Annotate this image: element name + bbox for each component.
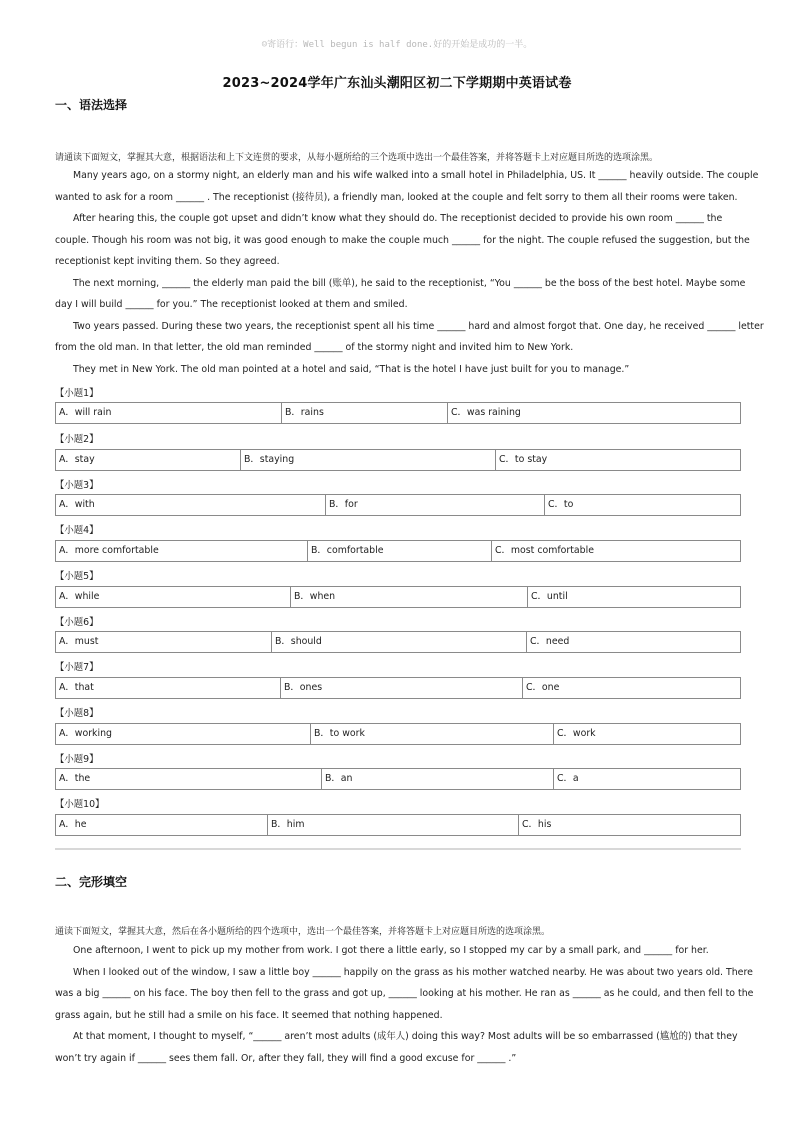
option-a[interactable]: A．he xyxy=(59,819,87,830)
question-label-3: 【小题3】 xyxy=(55,480,99,491)
option-a[interactable]: A．more comfortable xyxy=(59,545,159,556)
option-c[interactable]: C．until xyxy=(527,587,740,607)
option-row-8 xyxy=(55,723,741,745)
section-instruction: 通读下面短文，掌握其大意，然后在各小题所给的四个选项中，选出一个最佳答案，并将答题卡上对应题目所选的选项涂黑。 xyxy=(55,927,551,937)
passage-line: They met in New York. The old man pointed at a hotel and said, “That is the hotel I have just built for you to manage.” xyxy=(73,363,630,375)
option-c[interactable]: C．most comfortable xyxy=(491,541,740,561)
option-c[interactable]: C．one xyxy=(522,678,740,698)
passage-line: When I looked out of the window, I saw a little boy ______ happily on the grass as his mother watched nearby. He was about two years old. There xyxy=(73,966,753,978)
option-c[interactable]: C．need xyxy=(526,632,740,652)
option-c[interactable]: C．was raining xyxy=(447,403,740,423)
option-a[interactable]: A．the xyxy=(59,773,91,784)
option-b[interactable]: B．rains xyxy=(281,403,447,423)
section-divider xyxy=(55,848,741,850)
question-label-7: 【小题7】 xyxy=(55,662,99,673)
option-c[interactable]: C．to stay xyxy=(495,450,740,470)
option-row-4 xyxy=(55,540,741,562)
passage-cloze xyxy=(55,940,754,1069)
option-row-6 xyxy=(55,631,741,653)
option-b[interactable]: B．comfortable xyxy=(307,541,491,561)
option-b[interactable]: B．ones xyxy=(280,678,522,698)
passage-line: After hearing this, the couple got upset and didn’t know what they should do. The receptionist decided to provide his own room ______ the xyxy=(73,213,723,224)
option-b[interactable]: B．to work xyxy=(310,724,553,744)
option-a[interactable]: A．stay xyxy=(59,454,95,465)
option-a[interactable]: A．that xyxy=(59,682,94,693)
passage-line: wanted to ask for a room ______ . The receptionist (接待员), a friendly man, looked at the couple and felt sorry to them all their rooms were taken. xyxy=(55,191,738,203)
passage-line: was a big ______ on his face. The boy then fell to the grass and got up, ______ looking at his mother. He ran as ______ as he could, and then fell to the xyxy=(55,988,754,999)
option-row-5 xyxy=(55,586,741,608)
passage-line: At that moment, I thought to myself, “______ aren’t most adults (成年人) doing this way? Most adults will be so embarrassed (尴尬的) that they xyxy=(73,1031,738,1042)
passage-line: Many years ago, on a stormy night, an elderly man and his wife walked into a small hotel in Philadelphia, US. It ______ heavily outside. The couple xyxy=(73,170,759,181)
option-b[interactable]: B．when xyxy=(290,587,527,607)
section-instruction: 请通读下面短文，掌握其大意，根据语法和上下文连贯的要求，从每小题所给的三个选项中选出一个最佳答案，并将答题卡上对应题目所选的选项涂黑。 xyxy=(55,153,659,163)
option-row-3 xyxy=(55,494,741,516)
option-a[interactable]: A．while xyxy=(59,591,100,602)
option-row-7 xyxy=(55,677,741,699)
passage-line: Two years passed. During these two years, the receptionist spent all his time ______ hard and almost forgot that. One day, he received ______ letter xyxy=(73,320,764,332)
passage-line: couple. Though his room was not big, it was good enough to make the couple much ______ for the night. The couple refused the suggestion, but the xyxy=(55,234,750,246)
option-c[interactable]: C．to xyxy=(544,495,740,515)
option-b[interactable]: B．him xyxy=(267,815,518,835)
passage-line: grass again, but he still had a smile on his face. It seemed that nothing happened. xyxy=(55,1009,443,1021)
question-label-10: 【小题10】 xyxy=(55,799,105,810)
option-row-2 xyxy=(55,449,741,471)
section-heading-cloze: 二、完形填空 xyxy=(55,875,128,889)
option-b[interactable]: B．an xyxy=(321,769,553,789)
option-a[interactable]: A．with xyxy=(59,499,95,510)
section-heading-grammar: 一、语法选择 xyxy=(55,98,128,112)
option-c[interactable]: C．work xyxy=(553,724,740,744)
watermark-motto: ☺寄语行：Well begun is half done.好的开始是成功的一半。 xyxy=(261,40,533,50)
passage-grammar xyxy=(55,165,764,380)
option-row-10 xyxy=(55,814,741,836)
option-c[interactable]: C．a xyxy=(553,769,740,789)
question-label-8: 【小题8】 xyxy=(55,708,99,719)
option-b[interactable]: B．should xyxy=(271,632,526,652)
question-label-4: 【小题4】 xyxy=(55,525,99,536)
option-a[interactable]: A．working xyxy=(59,728,112,739)
option-c[interactable]: C．his xyxy=(518,815,740,835)
option-b[interactable]: B．staying xyxy=(240,450,495,470)
question-label-5: 【小题5】 xyxy=(55,571,99,582)
exam-title: 2023~2024学年广东汕头潮阳区初二下学期期中英语试卷 xyxy=(222,76,572,91)
question-label-9: 【小题9】 xyxy=(55,754,99,765)
passage-line: receptionist kept inviting them. So they agreed. xyxy=(55,256,280,267)
question-label-2: 【小题2】 xyxy=(55,434,99,445)
option-a[interactable]: A．will rain xyxy=(59,407,112,418)
option-row-9 xyxy=(55,768,741,790)
passage-line: won’t try again if ______ sees them fall. Or, after they fall, they will find a good excuse for ______ .” xyxy=(55,1052,517,1064)
passage-line: day I will build ______ for you.” The receptionist looked at them and smiled. xyxy=(55,299,408,310)
passage-line: from the old man. In that letter, the old man reminded ______ of the stormy night and invited him to New York. xyxy=(55,342,574,353)
option-b[interactable]: B．for xyxy=(325,495,544,515)
passage-line: One afternoon, I went to pick up my mother from work. I got there a little early, so I stopped my car by a small park, and ______ for her. xyxy=(73,945,709,956)
question-label-1: 【小题1】 xyxy=(55,388,99,399)
option-a[interactable]: A．must xyxy=(59,636,99,647)
option-row-1 xyxy=(55,402,741,424)
passage-line: The next morning, ______ the elderly man paid the bill (账单), he said to the receptionist, “You ______ be the boss of the best hotel. Maybe some xyxy=(73,277,746,289)
question-label-6: 【小题6】 xyxy=(55,617,99,628)
